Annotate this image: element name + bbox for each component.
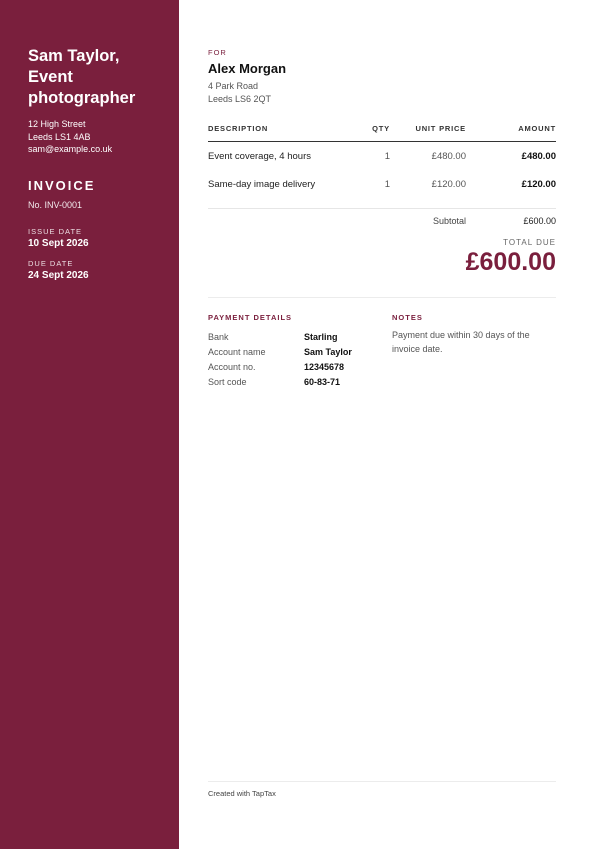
client-name: Alex Morgan [208, 61, 287, 76]
payment-value: Sam Taylor [304, 346, 352, 357]
payment-value: 12345678 [304, 361, 345, 372]
client-address-line1: 4 Park Road [208, 81, 259, 91]
issue-date-label: ISSUE DATE [28, 226, 83, 236]
invoice-title: INVOICE [28, 177, 96, 193]
notes-text: Payment due within 30 days of the invoice date. [392, 330, 530, 354]
payment-value: Starling [304, 331, 338, 342]
line-items-table [208, 124, 556, 198]
item-amount: £120.00 [521, 178, 556, 190]
footer-credit: Created with TapTax [208, 789, 276, 798]
payment-row [208, 359, 352, 374]
payment-details-title: PAYMENT DETAILS [208, 313, 293, 322]
total-due-label: TOTAL DUE [503, 238, 556, 247]
item-description: Event coverage, 4 hours [208, 150, 311, 162]
item-description: Same-day image delivery [208, 178, 316, 190]
table-body [208, 142, 556, 198]
payment-details [208, 329, 352, 389]
header-description: DESCRIPTION [208, 124, 269, 133]
item-unit-price: £120.00 [431, 178, 466, 190]
payment-row [208, 344, 352, 359]
seller-name: Sam Taylor, Event photographer [28, 47, 136, 107]
header-unit-price: UNIT PRICE [415, 124, 466, 133]
payment-label: Account no. [208, 361, 256, 372]
issue-date: 10 Sept 2026 [28, 237, 89, 249]
invoice-number: No. INV-0001 [28, 199, 83, 210]
payment-label: Sort code [208, 376, 247, 387]
footer-divider [208, 781, 556, 782]
seller-address-line1: 12 High Street [28, 119, 86, 129]
client-address-line2: Leeds LS6 2QT [208, 93, 272, 104]
seller-email: sam@example.co.uk [28, 144, 113, 154]
item-qty: 1 [384, 150, 390, 162]
item-qty: 1 [384, 178, 390, 190]
due-date-label: DUE DATE [28, 258, 74, 268]
header-qty: QTY [372, 124, 390, 133]
subtotal-row [208, 208, 556, 226]
payment-row [208, 374, 352, 389]
for-label: FOR [208, 48, 227, 57]
payment-row [208, 329, 352, 344]
seller-address [28, 118, 159, 156]
table-row [208, 170, 556, 198]
payment-label: Bank [208, 331, 229, 342]
item-unit-price: £480.00 [431, 150, 466, 162]
due-date: 24 Sept 2026 [28, 269, 89, 281]
payment-label: Account name [208, 346, 266, 357]
table-row [208, 142, 556, 170]
header-amount: AMOUNT [518, 124, 556, 133]
table-header [208, 124, 556, 142]
client-address [208, 80, 271, 105]
subtotal-label: Subtotal [432, 216, 466, 226]
payment-value: 60-83-71 [304, 376, 341, 387]
seller-address-line2: Leeds LS1 4AB [28, 131, 91, 142]
section-divider [208, 297, 556, 298]
item-amount: £480.00 [521, 150, 556, 162]
subtotal-value: £600.00 [523, 216, 556, 226]
notes-title: NOTES [392, 313, 423, 322]
total-due-value: £600.00 [465, 248, 556, 276]
invoice-body [208, 0, 556, 849]
sidebar [0, 0, 179, 849]
